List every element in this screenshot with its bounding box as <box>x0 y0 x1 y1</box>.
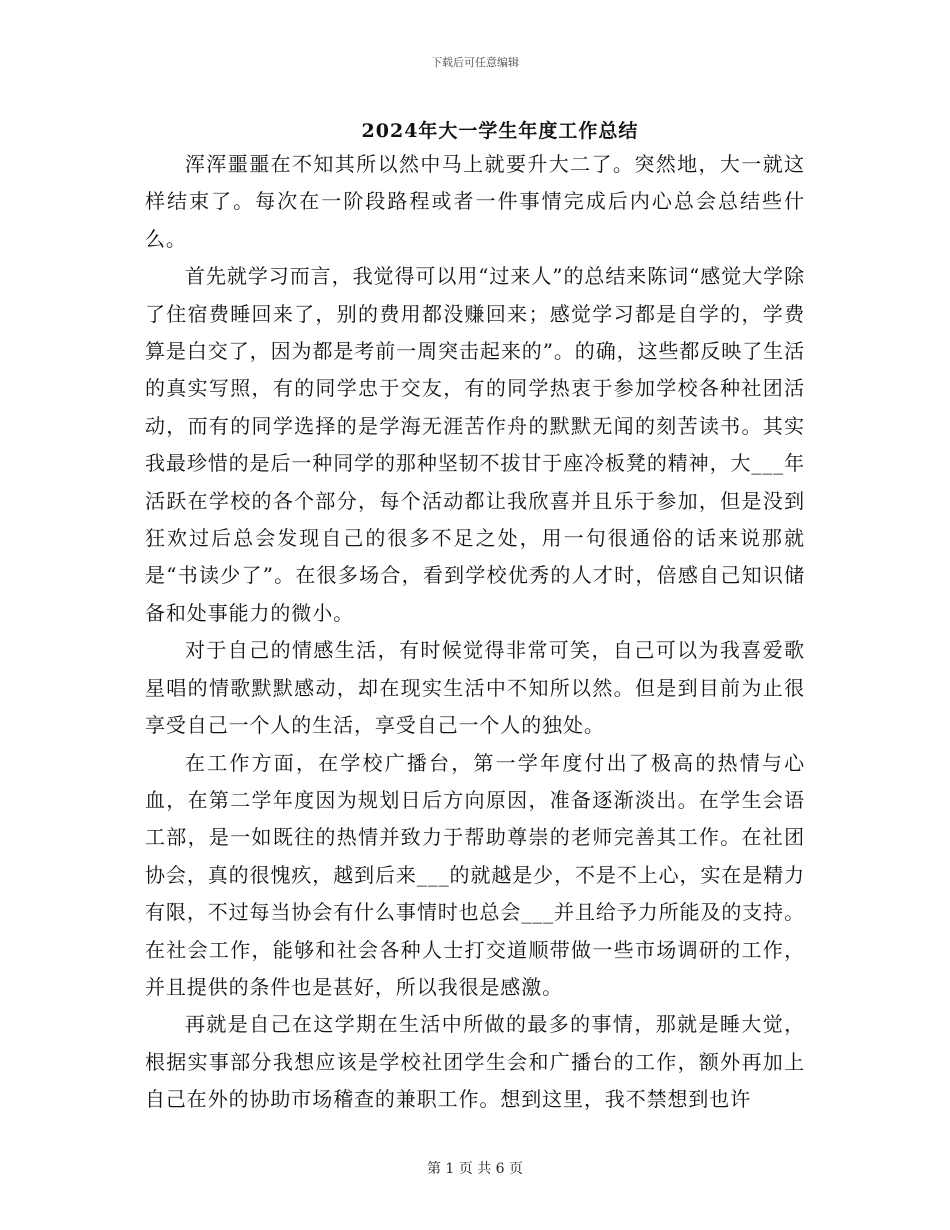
paragraph-work: 在工作方面，在学校广播台，第一学年度付出了极高的热情与心血，在第二学年度因为规划日后方向原因，准备逐渐淡出。在学生会语工部，是一如既往的热情并致力于帮助尊崇的老师完善其工作。在社团协会，真的很愧疚，越到后来___的就越是少，不是不上心，实在是精力有限，不过每当协会有什么事情时也总会___并且给予力所能及的支持。在社会工作，能够和社会各种人士打交道顺带做一些市场调研的工作，并且提供的条件也是甚好，所以我很是感激。 <box>145 750 805 999</box>
page-indicator: 第 1 页 共 6 页 <box>426 1161 524 1177</box>
header-note: 下载后可任意编辑 <box>431 56 519 69</box>
document-body <box>145 146 805 1119</box>
paragraph-study: 首先就学习而言，我觉得可以用“过来人”的总结来陈词“感觉大学除了住宿费睡回来了，别的费用都没赚回来；感觉学习都是自学的，学费算是白交了，因为都是考前一周突击起来的”。的确，这些都反映了生活的真实写照，有的同学忠于交友，有的同学热衷于参加学校各种社团活动，而有的同学选择的是学海无涯苦作舟的默默无闻的刻苦读书。其实我最珍惜的是后一种同学的那种坚韧不拔甘于座冷板凳的精神，大___年活跃在学校的各个部分，每个活动都让我欣喜并且乐于参加，但是没到狂欢过后总会发现自己的很多不足之处，用一句很通俗的话来说那就是“书读少了”。在很多场合，看到学校优秀的人才时，倍感自己知识储备和处事能力的微小。 <box>145 264 805 625</box>
paragraph-emotion: 对于自己的情感生活，有时候觉得非常可笑，自己可以为我喜爱歌星唱的情歌默默感动，却在现实生活中不知所以然。但是到目前为止很享受自己一个人的生活，享受自己一个人的独处。 <box>145 638 805 738</box>
paragraph-intro: 浑浑噩噩在不知其所以然中马上就要升大二了。突然地，大一就这样结束了。每次在一阶段路程或者一件事情完成后内心总会总结些什么。 <box>145 152 805 251</box>
document-title: 2024年大一学生年度工作总结 <box>361 120 639 142</box>
paragraph-life: 再就是自己在这学期在生活中所做的最多的事情，那就是睡大觉，根据实事部分我想应该是学校社团学生会和广播台的工作，额外再加上自己在外的协助市场稽查的兼职工作。想到这里，我不禁想到也许 <box>145 1012 805 1112</box>
